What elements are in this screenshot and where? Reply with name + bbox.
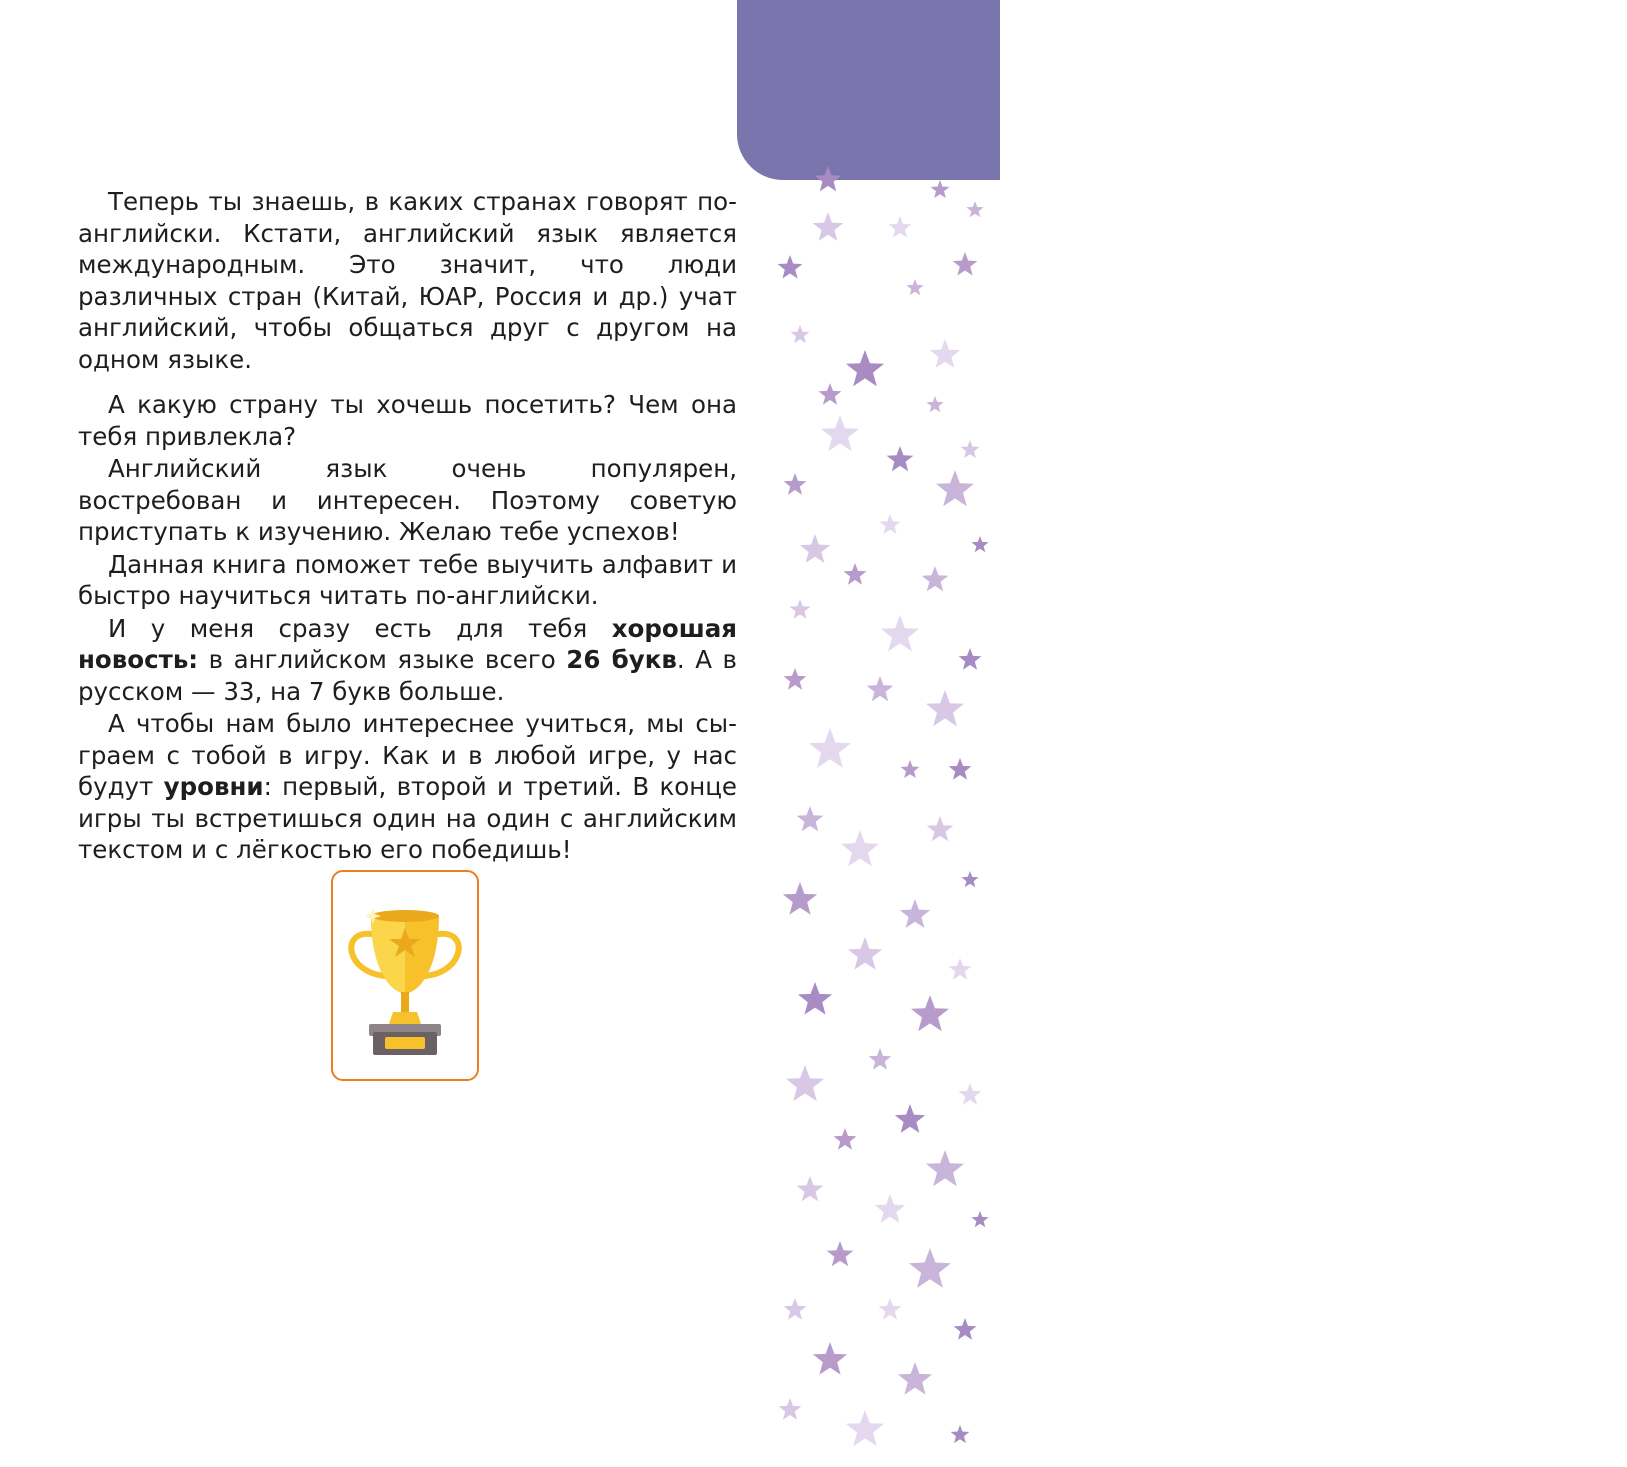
decorative-star	[949, 958, 972, 980]
paragraph-book-purpose: Данная книга поможет тебе выучить алфавит и быстро научиться читать по-английски.	[78, 549, 737, 610]
decorative-star	[930, 339, 960, 368]
decorative-star	[881, 615, 919, 651]
main-text	[78, 186, 737, 866]
bold-good-news: хорошая новость:	[78, 613, 737, 674]
decorative-star	[786, 1065, 824, 1101]
decorative-star	[927, 816, 954, 841]
decorative-star	[800, 534, 830, 563]
decorative-star	[959, 648, 982, 670]
decorative-star	[778, 255, 803, 279]
trophy-icon	[333, 872, 477, 1079]
decorative-star	[846, 350, 884, 386]
decorative-star	[954, 1318, 977, 1340]
decorative-star	[797, 1176, 824, 1201]
decorative-star	[971, 536, 988, 552]
text-span: в английском языке всего	[198, 645, 567, 674]
decorative-star	[841, 830, 879, 866]
decorative-star	[959, 1083, 982, 1105]
decorative-star	[900, 899, 930, 928]
decorative-star	[844, 563, 867, 585]
text-span: . А в русском — 33, на 7 букв больше.	[78, 645, 737, 706]
decorative-star	[848, 937, 882, 970]
decorative-star	[898, 1362, 932, 1395]
decorative-star	[887, 446, 914, 471]
decorative-star	[784, 668, 807, 690]
decorative-star	[936, 470, 974, 506]
decorative-star	[821, 415, 859, 451]
decorative-star	[926, 396, 943, 412]
page-number-tab	[737, 0, 1615, 180]
paragraph-popularity: Английский язык очень популярен, востребован и интересен. Поэтому советую приступать к изучению. Желаю тебе успехов!	[78, 454, 737, 546]
bold-levels: уровни	[163, 772, 264, 801]
decorative-star	[869, 1048, 892, 1070]
decorative-star	[906, 279, 923, 295]
decorative-star	[809, 728, 851, 768]
decorative-star	[867, 676, 894, 701]
decorative-star	[926, 690, 964, 726]
decorative-star	[922, 566, 949, 591]
paragraph-good-news	[78, 613, 737, 708]
decorative-star	[790, 599, 811, 619]
decorative-star	[949, 758, 972, 780]
decorative-star	[901, 760, 920, 778]
decorative-star	[961, 871, 978, 887]
decorative-star	[784, 1298, 807, 1320]
decorative-star	[880, 514, 901, 534]
page-number: 11	[1557, 86, 1615, 129]
decorative-star	[953, 252, 978, 276]
text-span: А чтобы нам было интереснее учиться, мы сыграем с тобой в игру. Как и в любой игре, у нас будут	[78, 709, 737, 801]
decorative-star	[931, 180, 950, 198]
decorative-star	[961, 440, 980, 458]
decorative-star	[783, 882, 817, 915]
paragraph-game-levels	[78, 708, 737, 866]
decorative-star	[966, 201, 983, 217]
decorative-star	[827, 1241, 854, 1266]
decorative-star	[846, 1410, 884, 1446]
decorative-star	[971, 1211, 988, 1227]
paragraph-intro: Теперь ты знаешь, в каких странах говорят по-английски. Кстати, английский язык является международным. Это значит, что люди различных стран (Китай, ЮАР, Россия и др.) учат английский, чтобы общаться друг с другом на одном языке.	[78, 187, 737, 374]
decorative-star	[797, 806, 824, 831]
trophy-card	[331, 870, 479, 1081]
decorative-star	[875, 1194, 905, 1223]
text-span: И у меня сразу есть для тебя	[108, 613, 612, 643]
decorative-star	[911, 995, 949, 1031]
decorative-star	[951, 1425, 970, 1443]
decorative-star	[879, 1298, 902, 1320]
paragraph-question: А какую страну ты хочешь посетить? Чем она тебя привлекла?	[78, 390, 737, 451]
decorative-star	[813, 1342, 847, 1375]
decorative-star	[889, 216, 912, 238]
decorative-star	[909, 1248, 951, 1288]
decorative-star	[895, 1104, 925, 1133]
decorative-star	[784, 473, 807, 495]
decorative-star	[819, 383, 842, 405]
decorative-star	[791, 325, 810, 343]
star-decoration	[770, 180, 1000, 1467]
decorative-star	[926, 1150, 964, 1186]
decorative-star	[813, 212, 843, 241]
text-span: : первый, второй и третий. В конце игры ты встретишься один на один с английским текстом и с лёгкостью его победишь!	[78, 772, 738, 864]
decorative-star	[798, 982, 832, 1015]
decorative-star	[779, 1398, 802, 1420]
bold-letter-count: 26 букв	[566, 645, 677, 674]
decorative-star	[834, 1128, 857, 1150]
